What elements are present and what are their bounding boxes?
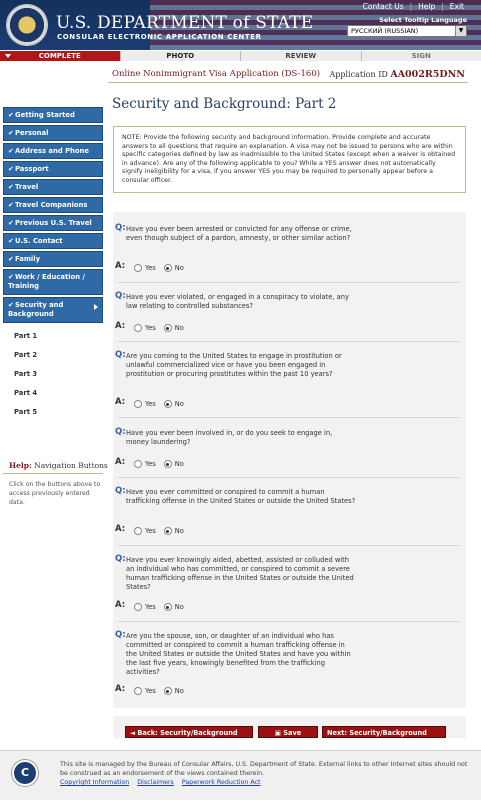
answer-7-yes-radio[interactable] xyxy=(134,687,142,695)
progress-step-photo: PHOTO xyxy=(120,51,241,61)
answer-4-no-radio[interactable] xyxy=(164,460,172,468)
sidebar-item-personal[interactable]: ✔Personal xyxy=(3,125,103,141)
sidebar-subitem-part-3[interactable]: Part 3 xyxy=(14,370,38,378)
application-id-value: AA002R5DNN xyxy=(390,69,465,80)
current-step-icon xyxy=(5,54,11,58)
answer-5-yes-radio[interactable] xyxy=(134,527,142,535)
answer-1-yes-radio[interactable] xyxy=(134,264,142,272)
answer-5-no-radio[interactable] xyxy=(164,527,172,535)
answer-1-no-radio[interactable] xyxy=(164,264,172,272)
question-divider xyxy=(118,341,460,342)
sidebar-item-security-background[interactable]: ✔Security and Background xyxy=(3,297,103,323)
answer-7: A: Yes No xyxy=(115,684,184,695)
answer-4-yes-radio[interactable] xyxy=(134,460,142,468)
progress-step-complete: COMPLETE xyxy=(0,51,120,61)
answer-2: A: Yes No xyxy=(115,321,184,332)
language-select-value: РУССКИЙ (RUSSIAN) xyxy=(351,27,419,35)
contact-us-link[interactable]: Contact Us xyxy=(362,2,404,11)
progress-step-review: REVIEW xyxy=(240,51,361,61)
sidebar-item-travel-companions[interactable]: ✔Travel Companions xyxy=(3,197,103,213)
form-title: Online Nonimmigrant Visa Application (DS-160) xyxy=(112,69,321,79)
sidebar-item-us-contact[interactable]: ✔U.S. Contact xyxy=(3,233,103,249)
chevron-down-icon[interactable]: ▼ xyxy=(455,26,466,36)
answer-1: A: Yes No xyxy=(115,261,184,272)
application-id: Application ID AA002R5DNN xyxy=(329,69,465,80)
paperwork-reduction-link[interactable]: Paperwork Reduction Act xyxy=(181,779,261,786)
exit-link[interactable]: Exit xyxy=(449,2,464,11)
sidebar-nav xyxy=(3,107,103,424)
ceac-logo-icon: C xyxy=(12,760,38,786)
next-button[interactable]: Next: Security/Background Part 3 ► xyxy=(322,726,446,738)
tooltip-language-label: Select Tooltip Language xyxy=(379,16,467,24)
check-icon: ✔ xyxy=(8,201,14,209)
sidebar-item-work-education[interactable]: ✔Work / Education / Training xyxy=(3,269,103,295)
sidebar-item-previous-us-travel[interactable]: ✔Previous U.S. Travel xyxy=(3,215,103,231)
progress-step-sign: SIGN xyxy=(361,51,481,61)
question-divider xyxy=(118,621,460,622)
sidebar-item-family[interactable]: ✔Family xyxy=(3,251,103,267)
help-link[interactable]: Help xyxy=(418,2,436,11)
footer-links xyxy=(60,779,267,786)
answer-5: A: Yes No xyxy=(115,524,184,535)
answer-6-no-radio[interactable] xyxy=(164,603,172,611)
footer-text: This site is managed by the Bureau of Consular Affairs, U.S. Department of State. External links to other Internet sites should not be construed as an endorsement of the views contained therein. xyxy=(60,761,468,777)
answer-6: A: Yes No xyxy=(115,600,184,611)
disclaimers-link[interactable]: Disclaimers xyxy=(137,779,174,786)
question-4: Q: Have you ever been involved in, or do you seek to engage in, money laundering? xyxy=(115,427,333,446)
question-6: Q: Have you ever knowingly aided, abetted, assisted or colluded with an individual who has committed, or conspired to commit a severe human trafficking offense in the United States or outside the United States? xyxy=(115,554,354,591)
site-subtitle: CONSULAR ELECTRONIC APPLICATION CENTER xyxy=(57,33,262,41)
question-1: Q: Have you ever been arrested or convicted for any offense or crime, even though subject of a pardon, amnesty, or other similar action? xyxy=(115,223,352,242)
sidebar-item-getting-started[interactable]: ✔Getting Started xyxy=(3,107,103,123)
answer-2-no-radio[interactable] xyxy=(164,324,172,332)
save-icon: ▣ xyxy=(274,729,284,737)
top-links: Contact Us | Help | Exit xyxy=(362,2,464,11)
sidebar-subitem-part-4[interactable]: Part 4 xyxy=(14,389,38,397)
check-icon: ✔ xyxy=(8,301,14,309)
question-2: Q: Have you ever violated, or engaged in a conspiracy to violate, any law relating to controlled substances? xyxy=(115,291,349,310)
question-divider xyxy=(118,477,460,478)
department-seal-icon xyxy=(6,4,48,46)
help-heading: Help: Navigation Buttons xyxy=(9,461,108,470)
answer-2-yes-radio[interactable] xyxy=(134,324,142,332)
check-icon: ✔ xyxy=(8,219,14,227)
sidebar-item-passport[interactable]: ✔Passport xyxy=(3,161,103,177)
sidebar-subitem-part-5[interactable]: Part 5 xyxy=(14,408,38,416)
sidebar-item-address-phone[interactable]: ✔Address and Phone xyxy=(3,143,103,159)
answer-3-no-radio[interactable] xyxy=(164,400,172,408)
copyright-link[interactable]: Copyright Information xyxy=(60,779,130,786)
sidebar-item-travel[interactable]: ✔Travel xyxy=(3,179,103,195)
save-button[interactable]: ▣ Save xyxy=(258,726,318,738)
question-divider xyxy=(118,545,460,546)
question-7: Q: Are you the spouse, son, or daughter of an individual who has committed or conspired to commit a human trafficking offense in the United States or outside the United States and have you within the last five years, knowingly benefited from the trafficking activities? xyxy=(115,630,351,676)
sidebar-subitem-part-1[interactable]: Part 1 xyxy=(14,332,38,340)
department-title: U.S. DEPARTMENT of STATE xyxy=(56,13,314,33)
expand-arrow-icon xyxy=(94,304,98,310)
question-divider xyxy=(118,282,460,283)
help-text: Click on the buttons above to access previously entered data. xyxy=(9,481,101,506)
page-title: Security and Background: Part 2 xyxy=(112,96,337,112)
check-icon: ✔ xyxy=(8,255,14,263)
check-icon: ✔ xyxy=(8,183,14,191)
question-3: Q: Are you coming to the United States to engage in prostitution or unlawful commercialized vice or have you been engaged in prostitution or procuring prostitutes within the past 10 years? xyxy=(115,350,342,378)
answer-3-yes-radio[interactable] xyxy=(134,400,142,408)
back-button[interactable]: ◄ Back: Security/Background Part 1 xyxy=(125,726,253,738)
answer-4: A: Yes No xyxy=(115,457,184,468)
answer-7-no-radio[interactable] xyxy=(164,687,172,695)
check-icon: ✔ xyxy=(8,165,14,173)
question-5: Q: Have you ever committed or conspired to commit a human trafficking offense in the United States or outside the United States? xyxy=(115,486,356,505)
sidebar-subitem-part-2[interactable]: Part 2 xyxy=(14,351,38,359)
check-icon: ✔ xyxy=(8,237,14,245)
answer-3: A: Yes No xyxy=(115,397,184,408)
note-box: NOTE: Provide the following security and background information. Provide complete and accurate answers to all questions that require an explanation. A visa may not be issued to persons who are within specific categories defined by law as inadmissible to the United States (except when a waiver is obtained in advance). Are any of the following applicable to you? While a YES answer does not automatically signify ineligibility for a visa, if you answer YES you may be required to personally appear before a consular officer. xyxy=(113,126,466,193)
check-icon: ✔ xyxy=(8,147,14,155)
answer-6-yes-radio[interactable] xyxy=(134,603,142,611)
check-icon: ✔ xyxy=(8,273,14,281)
check-icon: ✔ xyxy=(8,111,14,119)
title-divider xyxy=(108,82,468,83)
progress-bar xyxy=(0,51,481,61)
help-divider xyxy=(3,473,103,474)
language-select[interactable] xyxy=(347,25,467,37)
question-divider xyxy=(118,417,460,418)
check-icon: ✔ xyxy=(8,129,14,137)
site-header xyxy=(0,0,481,50)
